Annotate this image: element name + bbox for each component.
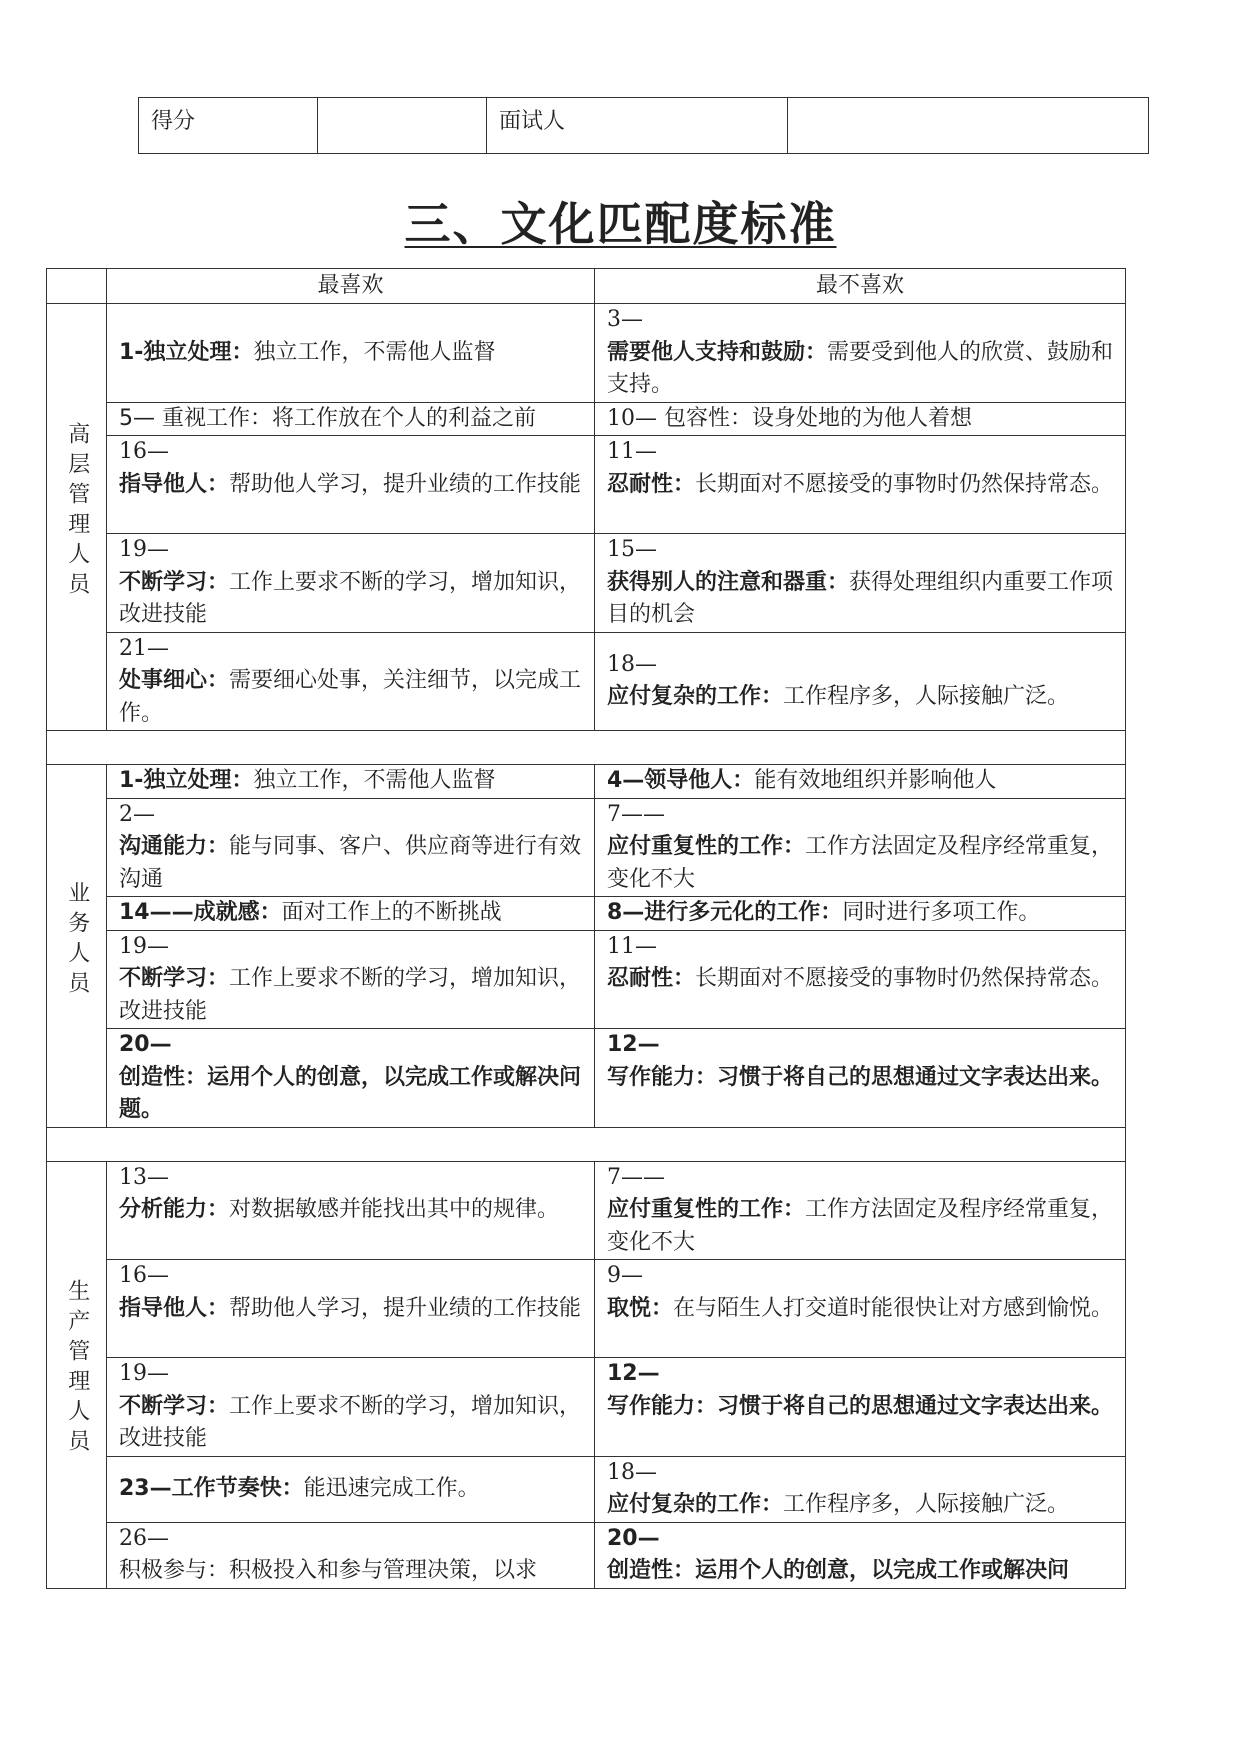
trait-name: 忍耐性： — [607, 471, 696, 497]
like-cell — [107, 1260, 595, 1358]
trait-number: 16— — [119, 1263, 169, 1288]
trait-name: 沟通能力： — [119, 834, 230, 859]
like-cell — [107, 402, 595, 436]
table-row — [47, 1456, 1126, 1522]
trait-name: 5— 重视工作： — [119, 405, 272, 431]
trait-number: 19— — [119, 1361, 169, 1386]
trait-name: 写作能力：习惯于将自己的思想通过文字表达出来。 — [607, 1393, 1114, 1419]
dislike-cell — [595, 402, 1126, 436]
table-row — [47, 798, 1126, 897]
trait-desc: 工作上要求不断的学习，增加知识，改进技能 — [119, 1393, 582, 1451]
trait-name: 获得别人的注意和器重： — [607, 569, 850, 595]
dislike-cell — [595, 1029, 1126, 1128]
table-row — [47, 765, 1126, 799]
like-cell — [107, 304, 595, 403]
trait-number: 11— — [607, 933, 657, 959]
table-row — [47, 1358, 1126, 1457]
trait-desc: 能有效地组织并影响他人 — [754, 768, 997, 793]
trait-name: 4—领导他人： — [607, 768, 755, 793]
table-row — [47, 897, 1126, 931]
table-row — [47, 1522, 1126, 1588]
trait-desc: 获得处理组织内重要工作项目的机会 — [607, 569, 1114, 627]
score-table — [138, 97, 1149, 154]
trait-desc: 独立工作，不需他人监督 — [253, 768, 496, 793]
trait-name: 应付重复性的工作： — [607, 834, 806, 859]
table-row — [47, 930, 1126, 1029]
table-row — [47, 436, 1126, 534]
trait-name: 应付复杂的工作： — [607, 1492, 784, 1517]
table-header-row — [47, 269, 1126, 304]
trait-number: 21— — [119, 635, 169, 661]
category-label: 生产管理人员 — [64, 1279, 90, 1460]
section-spacer — [47, 1127, 1126, 1161]
trait-number: 15— — [607, 537, 657, 562]
trait-desc: 将工作放在个人的利益之前 — [272, 405, 537, 431]
trait-name: 需要他人支持和鼓励： — [607, 339, 828, 365]
trait-name: 不断学习： — [119, 1393, 230, 1419]
trait-name: 14——成就感： — [119, 900, 282, 925]
trait-name: 写作能力：习惯于将自己的思想通过文字表达出来。 — [607, 1064, 1114, 1090]
score-value-cell[interactable] — [318, 98, 487, 154]
trait-desc: 对数据敏感并能找出其中的规律。 — [229, 1197, 560, 1222]
dislike-cell — [595, 436, 1126, 534]
trait-number: 12— — [607, 1032, 660, 1057]
interviewer-value-cell[interactable] — [788, 98, 1149, 154]
trait-name: 创造性：运用个人的创意，以完成工作或解决问题。 — [119, 1064, 582, 1122]
dislike-cell — [595, 897, 1126, 931]
trait-number: 7—— — [607, 1164, 665, 1190]
trait-name: 1-独立处理： — [119, 339, 254, 365]
trait-desc: 工作程序多，人际接触广泛。 — [783, 684, 1070, 710]
trait-desc: 长期面对不愿接受的事物时仍然保持常态。 — [695, 966, 1114, 991]
trait-desc: 积极参与：积极投入和参与管理决策，以求 — [119, 1558, 538, 1583]
trait-number: 20— — [607, 1525, 660, 1551]
trait-number: 9— — [607, 1263, 643, 1288]
table-row — [47, 402, 1126, 436]
like-cell — [107, 632, 595, 731]
trait-number: 18— — [607, 651, 657, 677]
trait-desc: 设身处地的为他人着想 — [752, 405, 973, 431]
culture-fit-table — [46, 268, 1126, 1589]
category-cell — [47, 1161, 107, 1588]
dislike-cell — [595, 765, 1126, 799]
category-cell — [47, 304, 107, 731]
trait-desc: 工作方法固定及程序经常重复，变化不大 — [607, 834, 1114, 892]
like-cell — [107, 436, 595, 534]
dislike-cell — [595, 1358, 1126, 1457]
table-row — [47, 1161, 1126, 1260]
trait-number: 12— — [607, 1361, 660, 1386]
like-cell — [107, 765, 595, 799]
trait-number: 18— — [607, 1459, 657, 1485]
page-title: 三、文化匹配度标准 — [404, 197, 837, 251]
trait-name: 8—进行多元化的工作： — [607, 900, 843, 925]
like-cell — [107, 930, 595, 1029]
dislike-cell — [595, 1161, 1126, 1260]
trait-desc: 同时进行多项工作。 — [842, 900, 1041, 925]
dislike-cell — [595, 930, 1126, 1029]
trait-number: 20— — [119, 1032, 172, 1057]
category-label: 业务人员 — [64, 880, 90, 1001]
interviewer-label: 面试人 — [487, 98, 788, 154]
dislike-cell — [595, 1456, 1126, 1522]
header-dislike: 最不喜欢 — [595, 269, 1126, 304]
trait-number: 19— — [119, 537, 169, 562]
trait-desc: 帮助他人学习，提升业绩的工作技能 — [229, 471, 582, 497]
trait-number: 19— — [119, 933, 169, 959]
trait-number: 2— — [119, 801, 155, 827]
trait-desc: 独立工作，不需他人监督 — [253, 339, 496, 365]
trait-name: 指导他人： — [119, 471, 230, 497]
trait-name: 不断学习： — [119, 966, 230, 991]
trait-number: 7—— — [607, 801, 665, 827]
dislike-cell — [595, 798, 1126, 897]
table-row — [47, 534, 1126, 633]
trait-desc: 工作上要求不断的学习，增加知识，改进技能 — [119, 966, 582, 1024]
trait-name: 指导他人： — [119, 1295, 230, 1321]
trait-number: 16— — [119, 439, 169, 464]
trait-name: 应付重复性的工作： — [607, 1197, 806, 1222]
trait-desc: 面对工作上的不断挑战 — [281, 900, 502, 925]
trait-desc: 帮助他人学习，提升业绩的工作技能 — [229, 1295, 582, 1321]
trait-number: 3— — [607, 307, 643, 332]
table-row — [47, 1260, 1126, 1358]
trait-name: 忍耐性： — [607, 966, 696, 991]
trait-name: 分析能力： — [119, 1197, 230, 1222]
trait-name: 处事细心： — [119, 668, 230, 693]
trait-name: 应付复杂的工作： — [607, 684, 784, 710]
trait-desc: 能与同事、客户、供应商等进行有效沟通 — [119, 834, 582, 892]
trait-name: 10— 包容性： — [607, 405, 752, 431]
trait-desc: 工作程序多，人际接触广泛。 — [783, 1492, 1070, 1517]
trait-desc: 能迅速完成工作。 — [303, 1475, 480, 1501]
trait-number: 13— — [119, 1164, 169, 1190]
trait-desc: 工作方法固定及程序经常重复，变化不大 — [607, 1197, 1114, 1255]
category-cell — [47, 765, 107, 1128]
trait-desc: 在与陌生人打交道时能很快让对方感到愉悦。 — [673, 1295, 1114, 1321]
like-cell — [107, 798, 595, 897]
like-cell — [107, 1522, 595, 1588]
like-cell — [107, 1358, 595, 1457]
like-cell — [107, 1456, 595, 1522]
trait-desc: 需要细心处事，关注细节，以完成工作。 — [119, 668, 582, 726]
trait-name: 不断学习： — [119, 569, 230, 595]
trait-desc: 工作上要求不断的学习，增加知识，改进技能 — [119, 569, 582, 627]
trait-desc: 长期面对不愿接受的事物时仍然保持常态。 — [695, 471, 1114, 497]
section-spacer — [47, 731, 1126, 765]
trait-name: 创造性：运用个人的创意，以完成工作或解决问 — [607, 1558, 1070, 1583]
trait-name: 1-独立处理： — [119, 768, 254, 793]
trait-name: 取悦： — [607, 1295, 674, 1321]
table-row — [47, 304, 1126, 403]
table-row — [47, 1029, 1126, 1128]
score-label: 得分 — [139, 98, 318, 154]
trait-desc: 需要受到他人的欣赏、鼓励和支持。 — [607, 339, 1114, 397]
dislike-cell — [595, 534, 1126, 633]
trait-name: 23—工作节奏快： — [119, 1475, 304, 1501]
header-like: 最喜欢 — [107, 269, 595, 304]
table-row — [47, 632, 1126, 731]
dislike-cell — [595, 1260, 1126, 1358]
trait-number: 26— — [119, 1525, 169, 1551]
dislike-cell — [595, 304, 1126, 403]
like-cell — [107, 1029, 595, 1128]
like-cell — [107, 534, 595, 633]
like-cell — [107, 1161, 595, 1260]
like-cell — [107, 897, 595, 931]
trait-number: 11— — [607, 439, 657, 464]
dislike-cell — [595, 632, 1126, 731]
header-corner — [47, 269, 107, 304]
category-label: 高层管理人员 — [64, 421, 90, 602]
dislike-cell — [595, 1522, 1126, 1588]
